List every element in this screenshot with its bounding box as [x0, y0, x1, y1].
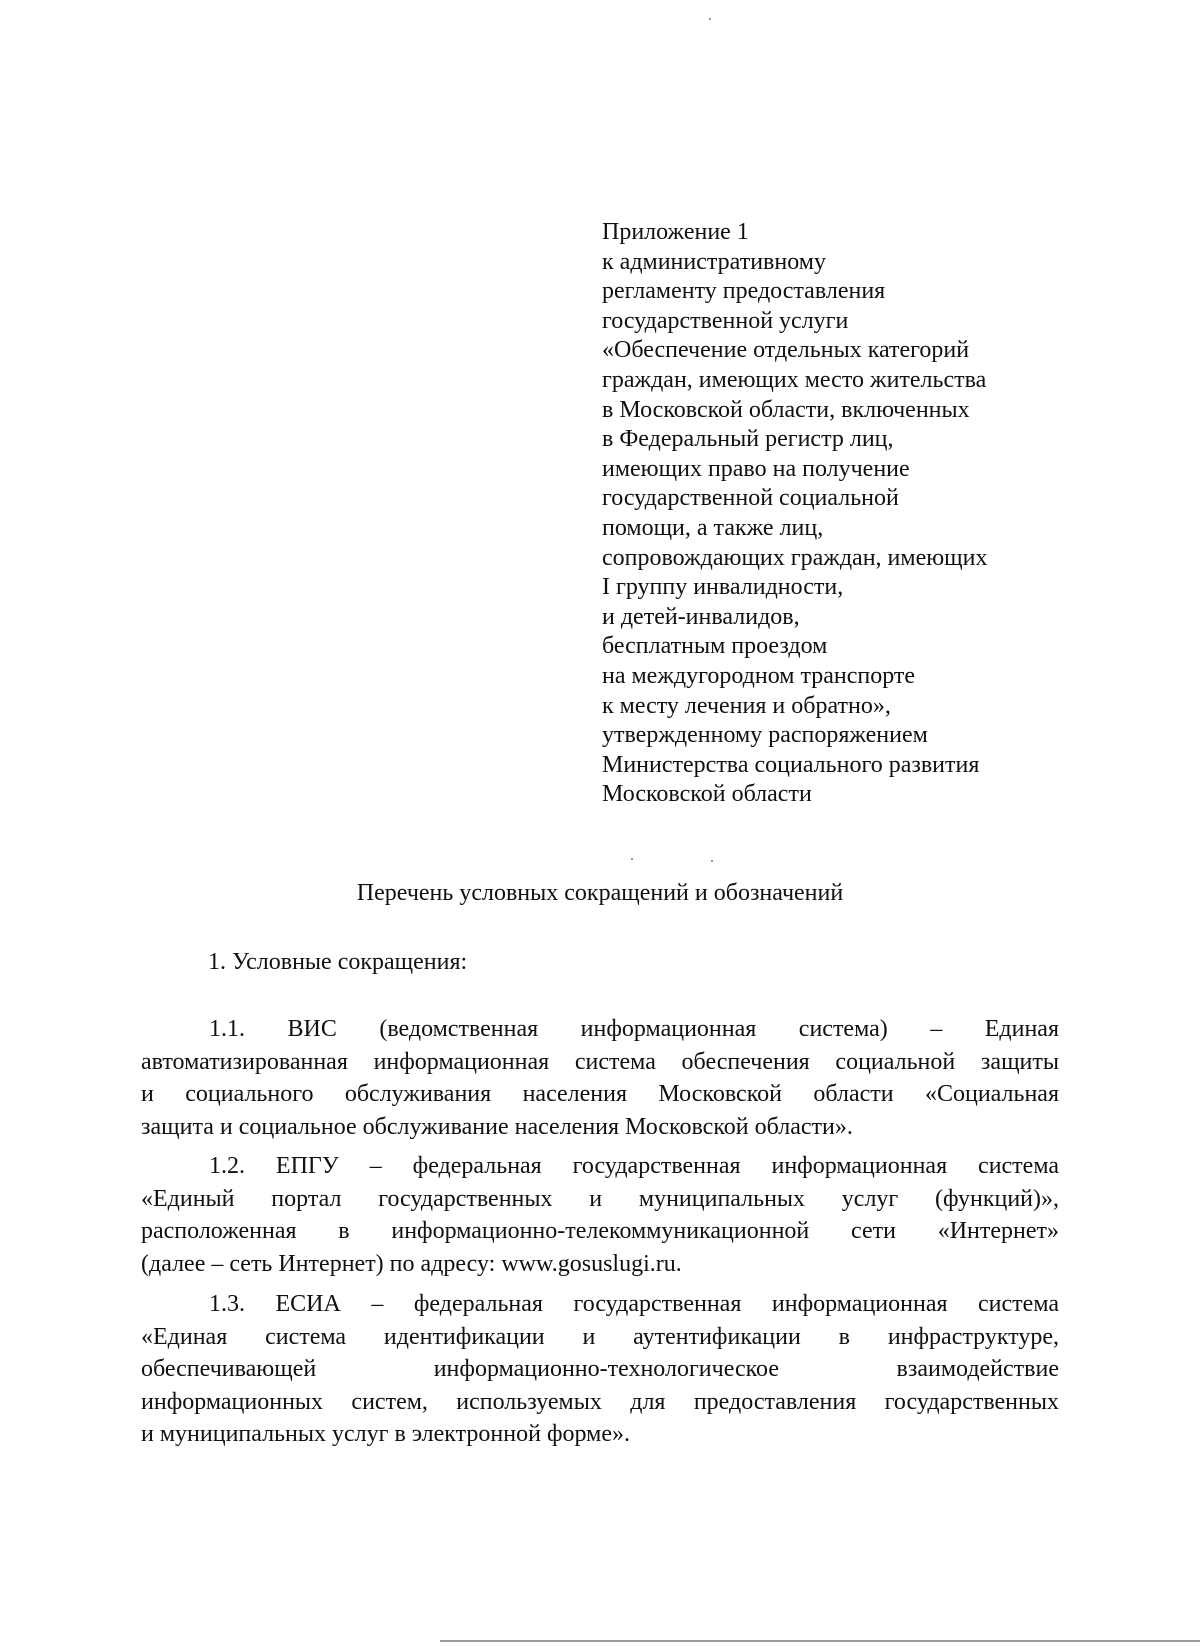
appendix-header: [602, 218, 1062, 810]
appendix-line: граждан, имеющих место жительства: [602, 366, 987, 393]
paragraph-line: автоматизированная информационная система обеспечения социальной защиты: [141, 1048, 1059, 1075]
paragraph-vis: [141, 1013, 1059, 1143]
section-heading: 1. Условные сокращения:: [208, 949, 468, 975]
scan-speck: [711, 860, 713, 862]
appendix-line: Московской области: [602, 781, 812, 808]
appendix-line: в Московской области, включенных: [602, 396, 970, 423]
scan-speck: [631, 858, 633, 860]
paragraph-line: и социального обслуживания населения Московской области «Социальная: [141, 1081, 1059, 1107]
paragraph-esia: [141, 1288, 1059, 1451]
appendix-line: утвержденному распоряжением: [602, 722, 928, 749]
paragraph-line: (далее – сеть Интернет) по адресу: www.gosuslugi.ru.: [141, 1250, 682, 1277]
appendix-line: имеющих право на получение: [602, 455, 910, 482]
appendix-line: к административному: [602, 248, 826, 275]
appendix-line: помощи, а также лиц,: [602, 514, 824, 541]
appendix-line: на междугородном транспорте: [602, 662, 916, 689]
paragraph-line: «Единый портал государственных и муниципальных услуг (функций)»,: [141, 1185, 1059, 1212]
scan-speck: [709, 18, 711, 20]
paragraph-line: защита и социальное обслуживание населения Московской области».: [141, 1113, 853, 1140]
appendix-line: «Обеспечение отдельных категорий: [602, 337, 970, 364]
appendix-line: Министерства социального развития: [602, 751, 980, 778]
appendix-line: I группу инвалидности,: [602, 574, 844, 601]
paragraph-line: 1.2. ЕПГУ – федеральная государственная информационная система: [209, 1153, 1059, 1179]
appendix-line: в Федеральный регистр лиц,: [602, 426, 894, 453]
appendix-line: к месту лечения и обратно»,: [602, 692, 891, 719]
appendix-line: Приложение 1: [602, 219, 749, 245]
appendix-line: регламенту предоставления: [602, 278, 886, 305]
paragraph-line: 1.3. ЕСИА – федеральная государственная информационная система: [209, 1291, 1059, 1317]
paragraph-line: расположенная в информационно-телекоммуникационной сети «Интернет»: [141, 1218, 1059, 1244]
appendix-line: государственной услуги: [602, 307, 849, 334]
paragraph-line: информационных систем, используемых для предоставления государственных: [141, 1388, 1059, 1415]
paragraph-line: и муниципальных услуг в электронной форме».: [141, 1421, 630, 1447]
scan-edge-line: [440, 1640, 1200, 1642]
appendix-line: бесплатным проездом: [602, 633, 828, 660]
document-title: Перечень условных сокращений и обозначений: [356, 880, 844, 906]
appendix-line: государственной социальной: [602, 485, 899, 512]
paragraph-line: 1.1. ВИС (ведомственная информационная система) – Единая: [209, 1016, 1059, 1042]
paragraph-line: обеспечивающей информационно-технологическое взаимодействие: [141, 1356, 1059, 1382]
paragraph-line: «Единая система идентификации и аутентификации в инфраструктуре,: [141, 1323, 1059, 1350]
appendix-line: сопровождающих граждан, имеющих: [602, 544, 988, 571]
appendix-line: и детей-инвалидов,: [602, 603, 800, 630]
paragraph-epgu: [141, 1150, 1059, 1280]
